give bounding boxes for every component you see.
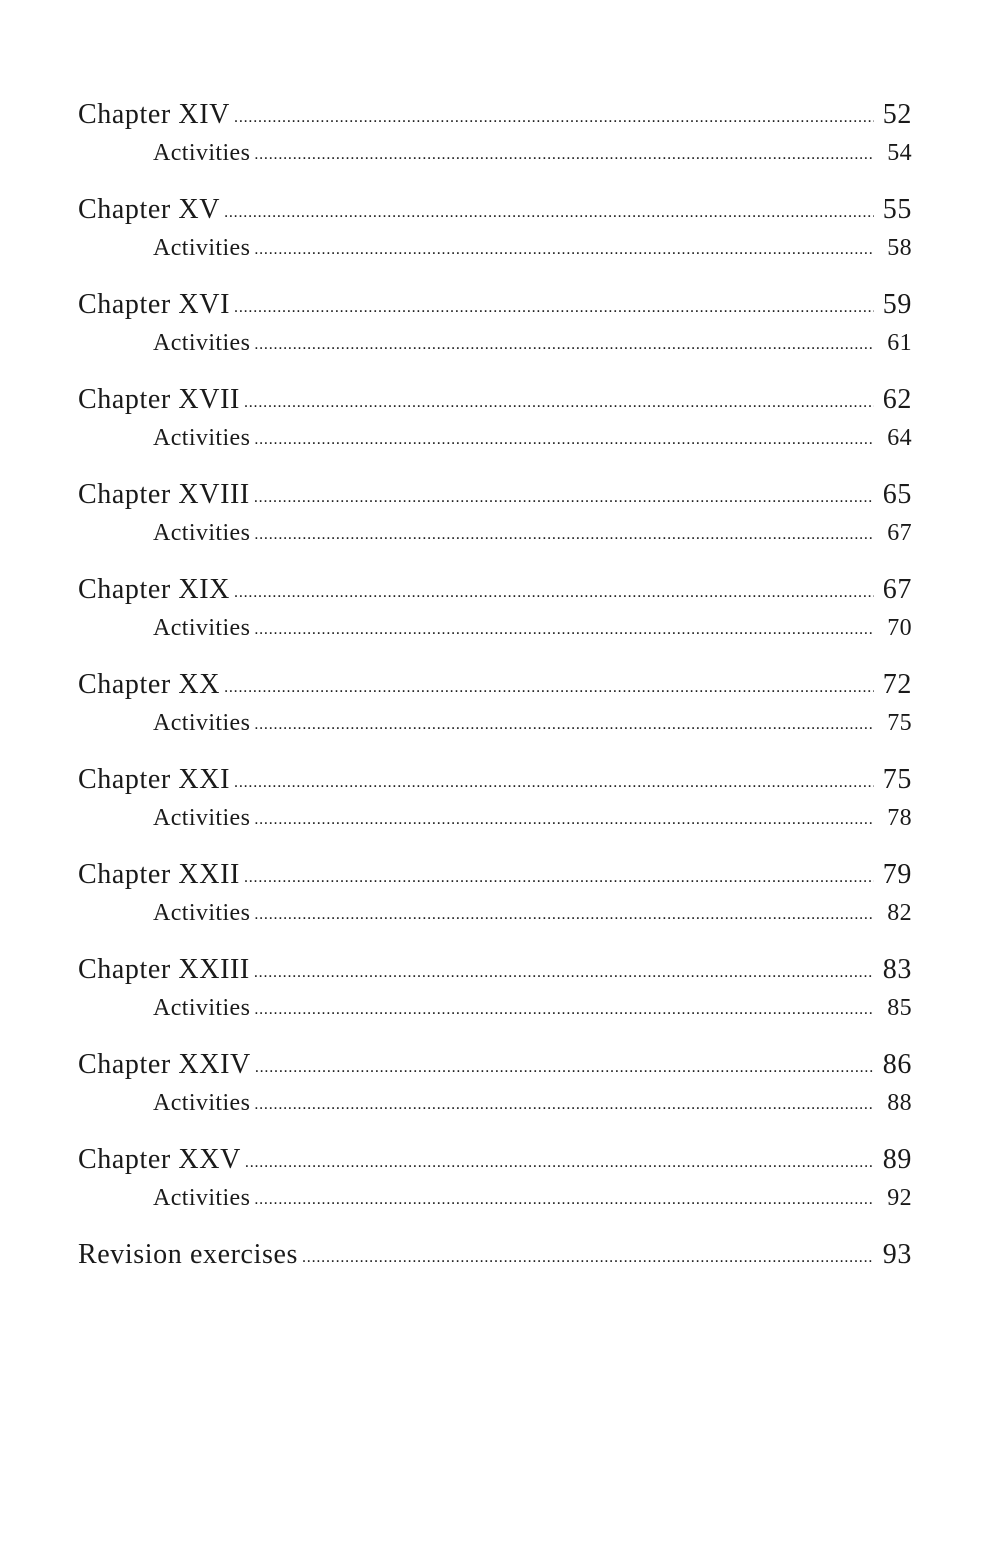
page-number: 59	[882, 289, 912, 320]
page-number: 65	[882, 479, 912, 510]
page-number: 70	[887, 615, 912, 641]
chapter-title: Chapter XIV	[78, 99, 231, 130]
activities-row[interactable]	[78, 989, 912, 1027]
activities-row[interactable]	[78, 514, 912, 552]
chapter-title: Chapter XIX	[78, 574, 231, 605]
chapter-title: Chapter XVI	[78, 289, 231, 320]
chapter-row[interactable]	[78, 381, 912, 419]
page-number: 88	[887, 1090, 912, 1116]
chapter-row[interactable]	[78, 951, 912, 989]
toc-entry-xxii	[78, 856, 912, 932]
page-number: 67	[887, 520, 912, 546]
chapter-row[interactable]	[78, 191, 912, 229]
toc-entry-xvii	[78, 381, 912, 457]
activities-row[interactable]	[78, 609, 912, 647]
activities-row[interactable]	[78, 1179, 912, 1217]
chapter-title: Chapter XV	[78, 194, 221, 225]
activities-title: Activities	[153, 1185, 251, 1211]
chapter-title: Chapter XX	[78, 669, 221, 700]
dot-leader	[254, 965, 874, 981]
activities-title: Activities	[153, 900, 251, 926]
dot-leader	[234, 110, 874, 126]
activities-row[interactable]	[78, 134, 912, 172]
page-number: 86	[882, 1049, 912, 1080]
activities-title: Activities	[153, 425, 251, 451]
activities-title: Activities	[153, 805, 251, 831]
chapter-row[interactable]	[78, 856, 912, 894]
activities-title: Activities	[153, 710, 251, 736]
chapter-row[interactable]	[78, 761, 912, 799]
page-number: 75	[882, 764, 912, 795]
toc-entry-xvi	[78, 286, 912, 362]
toc-entry-xviii	[78, 476, 912, 552]
dot-leader	[244, 395, 874, 411]
page-number: 61	[887, 330, 912, 356]
activities-title: Activities	[153, 995, 251, 1021]
page-number: 58	[887, 235, 912, 261]
dot-leader	[234, 585, 874, 601]
activities-row[interactable]	[78, 324, 912, 362]
activities-row[interactable]	[78, 894, 912, 932]
chapter-title: Chapter XVIII	[78, 479, 250, 510]
dot-leader	[254, 907, 874, 923]
dot-leader	[234, 775, 874, 791]
chapter-title: Chapter XXI	[78, 764, 231, 795]
dot-leader	[254, 337, 874, 353]
chapter-row[interactable]	[78, 1046, 912, 1084]
page-number: 92	[887, 1185, 912, 1211]
chapter-row[interactable]	[78, 571, 912, 609]
activities-row[interactable]	[78, 799, 912, 837]
chapter-row[interactable]	[78, 476, 912, 514]
toc-entry-revision	[78, 1236, 912, 1274]
page-number: 79	[882, 859, 912, 890]
activities-row[interactable]	[78, 1084, 912, 1122]
toc-entry-xix	[78, 571, 912, 647]
dot-leader	[254, 147, 874, 163]
dot-leader	[255, 1060, 874, 1076]
chapter-title: Chapter XXII	[78, 859, 240, 890]
chapter-title: Chapter XXV	[78, 1144, 241, 1175]
dot-leader	[224, 680, 874, 696]
chapter-title: Chapter XVII	[78, 384, 240, 415]
activities-title: Activities	[153, 235, 251, 261]
dot-leader	[254, 432, 874, 448]
page-number: 62	[882, 384, 912, 415]
revision-title: Revision exercises	[78, 1239, 298, 1270]
chapter-row[interactable]	[78, 96, 912, 134]
dot-leader	[254, 622, 874, 638]
page-number: 55	[882, 194, 912, 225]
activities-title: Activities	[153, 615, 251, 641]
page-number: 75	[887, 710, 912, 736]
page-number: 72	[882, 669, 912, 700]
dot-leader	[254, 717, 874, 733]
activities-title: Activities	[153, 1090, 251, 1116]
dot-leader	[234, 300, 874, 316]
page-number: 67	[882, 574, 912, 605]
toc-entry-xxv	[78, 1141, 912, 1217]
toc-entry-xxiv	[78, 1046, 912, 1122]
toc-entry-xiv	[78, 96, 912, 172]
dot-leader	[302, 1250, 874, 1266]
page-number: 78	[887, 805, 912, 831]
page-number: 83	[882, 954, 912, 985]
dot-leader	[254, 1192, 874, 1208]
dot-leader	[254, 1002, 874, 1018]
toc-entry-xv	[78, 191, 912, 267]
chapter-row[interactable]	[78, 286, 912, 324]
activities-title: Activities	[153, 520, 251, 546]
toc-entry-xxi	[78, 761, 912, 837]
chapter-row[interactable]	[78, 666, 912, 704]
activities-title: Activities	[153, 140, 251, 166]
dot-leader	[254, 490, 874, 506]
dot-leader	[254, 1097, 874, 1113]
dot-leader	[244, 870, 874, 886]
page-number: 85	[887, 995, 912, 1021]
dot-leader	[224, 205, 874, 221]
page-number: 82	[887, 900, 912, 926]
activities-row[interactable]	[78, 704, 912, 742]
page-number: 52	[882, 99, 912, 130]
table-of-contents	[78, 96, 912, 1274]
activities-row[interactable]	[78, 229, 912, 267]
toc-entry-xxiii	[78, 951, 912, 1027]
activities-row[interactable]	[78, 419, 912, 457]
page-number: 54	[887, 140, 912, 166]
dot-leader	[254, 812, 874, 828]
page-number: 89	[882, 1144, 912, 1175]
chapter-title: Chapter XXIII	[78, 954, 250, 985]
revision-row[interactable]	[78, 1236, 912, 1274]
dot-leader	[245, 1155, 874, 1171]
toc-entry-xx	[78, 666, 912, 742]
page-number: 64	[887, 425, 912, 451]
activities-title: Activities	[153, 330, 251, 356]
dot-leader	[254, 527, 874, 543]
page-number: 93	[882, 1239, 912, 1270]
chapter-row[interactable]	[78, 1141, 912, 1179]
chapter-title: Chapter XXIV	[78, 1049, 251, 1080]
dot-leader	[254, 242, 874, 258]
